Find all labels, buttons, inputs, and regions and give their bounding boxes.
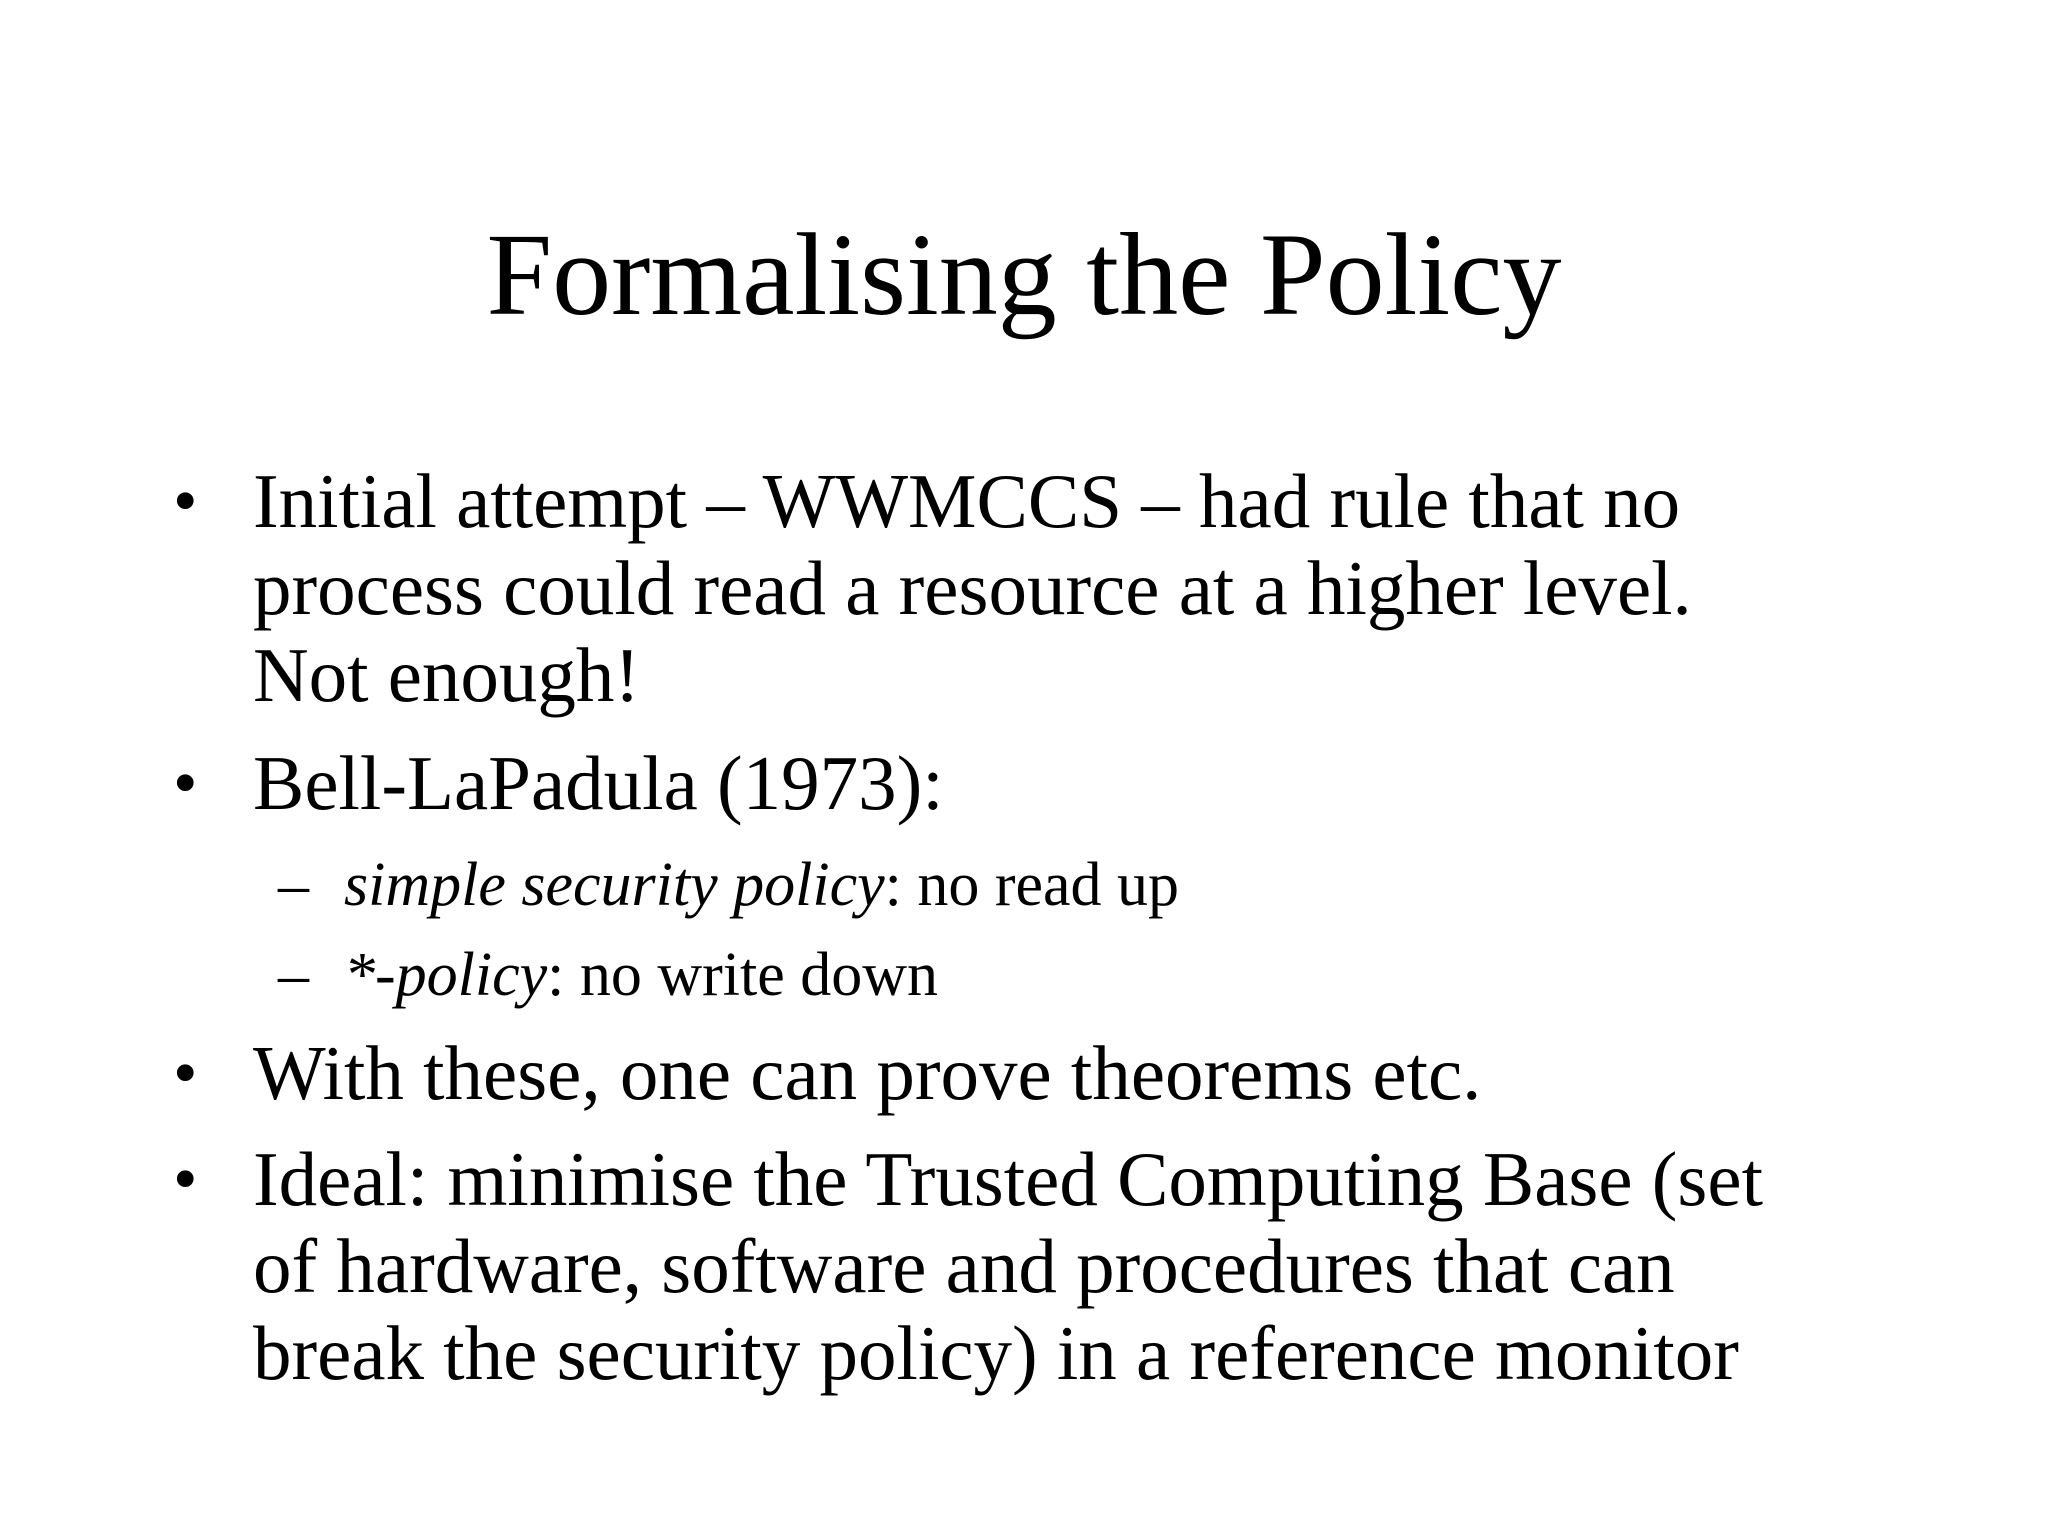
bullet-text [253, 1136, 1973, 1397]
bullet-text [253, 740, 1973, 827]
bullet-marker: • [173, 745, 198, 822]
bullet-text [253, 458, 1973, 719]
sub-bullet-text [344, 840, 1179, 930]
bullet-text [253, 1030, 1973, 1117]
policy-description: : no read up [884, 851, 1180, 919]
bullet-line: break the security policy) in a reference monitor [253, 1310, 1739, 1396]
bullet-line: Not enough! [253, 632, 641, 718]
bullet-line: Bell-LaPadula (1973): [253, 740, 944, 826]
bullet-line: Ideal: minimise the Trusted Computing Base (set [253, 1136, 1763, 1222]
bullet-marker: • [173, 1141, 198, 1218]
sub-bullet-text [344, 930, 938, 1020]
slide-title: Formalising the Policy [486, 209, 1562, 340]
bullet-line: With these, one can prove theorems etc. [253, 1030, 1482, 1116]
policy-term: simple security policy [344, 851, 885, 919]
policy-term: *-policy [344, 941, 548, 1009]
bullet-marker: • [173, 463, 198, 540]
sub-bullet-marker: – [278, 941, 309, 1009]
bullet-line: Initial attempt – WWMCCS – had rule that no [253, 458, 1681, 544]
bullet-line: of hardware, software and procedures that can [253, 1223, 1675, 1309]
bullet-line: process could read a resource at a higher level. [253, 545, 1692, 631]
bullet-marker: • [173, 1035, 198, 1112]
policy-description: : no write down [547, 941, 939, 1009]
sub-bullet-marker: – [278, 851, 309, 919]
